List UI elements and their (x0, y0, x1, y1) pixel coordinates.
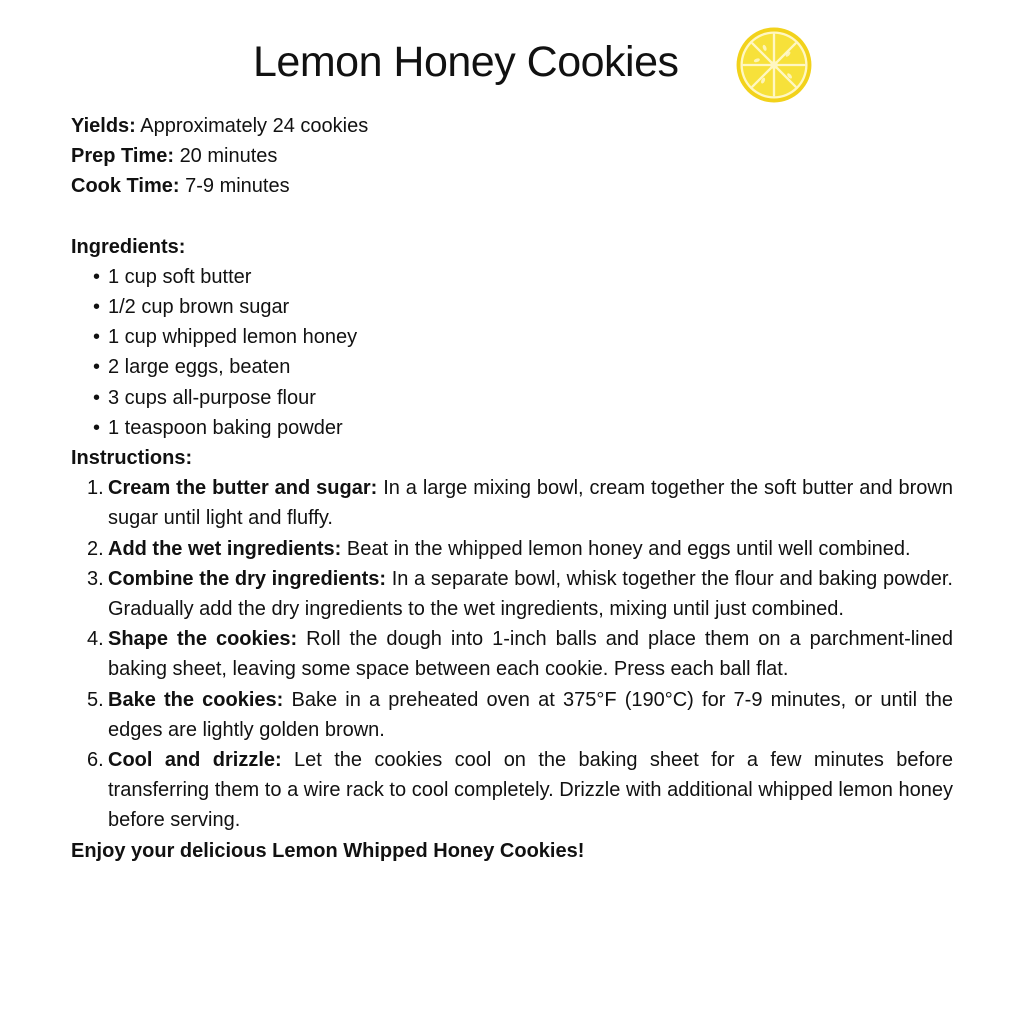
yields-line (71, 111, 953, 141)
ingredient-item: • 1 cup soft butter (93, 262, 953, 292)
ingredient-item: • 1/2 cup brown sugar (93, 292, 953, 322)
ingredient-item: • 1 teaspoon baking powder (93, 413, 953, 443)
instructions-list (71, 473, 953, 835)
spacer (71, 202, 953, 232)
ingredient-item: • 2 large eggs, beaten (93, 352, 953, 382)
instruction-step (71, 473, 953, 533)
prep-time-label: Prep Time: (71, 145, 174, 168)
prep-time-line (71, 141, 953, 171)
step-number: 6. (87, 749, 104, 772)
instruction-step (71, 564, 953, 624)
yields-value: Approximately 24 cookies (140, 115, 369, 137)
yields-label: Yields: (71, 115, 136, 137)
step-title: Cool and drizzle: (108, 749, 282, 772)
step-number: 4. (87, 628, 104, 651)
step-title: Cream the butter and sugar: (108, 477, 378, 500)
cook-time-label: Cook Time: (71, 175, 180, 198)
step-text: In a separate bowl, whisk together the flour and baking powder. Gradually add the dry ingredients to the wet ingredients, mixing until just combined. (108, 567, 953, 621)
page-title: Lemon Honey Cookies (253, 38, 679, 86)
ingredient-item: • 3 cups all-purpose flour (93, 383, 953, 413)
lemon-slice-icon (735, 26, 813, 104)
step-number: 2. (87, 537, 104, 560)
step-text: Roll the dough into 1-inch balls and place them on a parchment-lined baking sheet, leaving some space between each cookie. Press each ball flat. (108, 628, 953, 681)
ingredient-item: • 1 cup whipped lemon honey (93, 322, 953, 352)
ingredients-heading: Ingredients: (71, 235, 186, 258)
recipe-body (71, 111, 953, 866)
step-title: Combine the dry ingredients: (108, 567, 387, 590)
step-number: 3. (87, 567, 104, 590)
step-text: In a large mixing bowl, cream together the soft butter and brown sugar until light and fluffy. (108, 477, 953, 530)
cook-time-value: 7-9 minutes (185, 175, 290, 198)
instruction-step (71, 685, 953, 745)
ingredients-list (71, 262, 953, 443)
instruction-step (71, 624, 953, 684)
step-number: 1. (87, 477, 104, 500)
instructions-heading: Instructions: (71, 447, 193, 470)
instruction-step (71, 745, 953, 836)
step-text: Bake in a preheated oven at 375°F (190°C) for 7-9 minutes, or until the edges are lightly golden brown. (108, 688, 953, 741)
prep-time-value: 20 minutes (179, 145, 278, 168)
step-text: Beat in the whipped lemon honey and eggs until well combined. (346, 537, 911, 560)
step-number: 5. (87, 688, 104, 711)
step-title: Bake the cookies: (108, 688, 284, 711)
step-title: Add the wet ingredients: (108, 537, 342, 560)
step-text: Let the cookies cool on the baking sheet for a few minutes before transferring them to a wire rack to cool completely. Drizzle with additional whipped lemon honey before serving. (108, 749, 953, 832)
header (0, 24, 1024, 104)
closing-note: Enjoy your delicious Lemon Whipped Honey Cookies! (71, 839, 585, 862)
step-title: Shape the cookies: (108, 628, 298, 651)
cook-time-line (71, 171, 953, 201)
instruction-step (71, 534, 953, 564)
